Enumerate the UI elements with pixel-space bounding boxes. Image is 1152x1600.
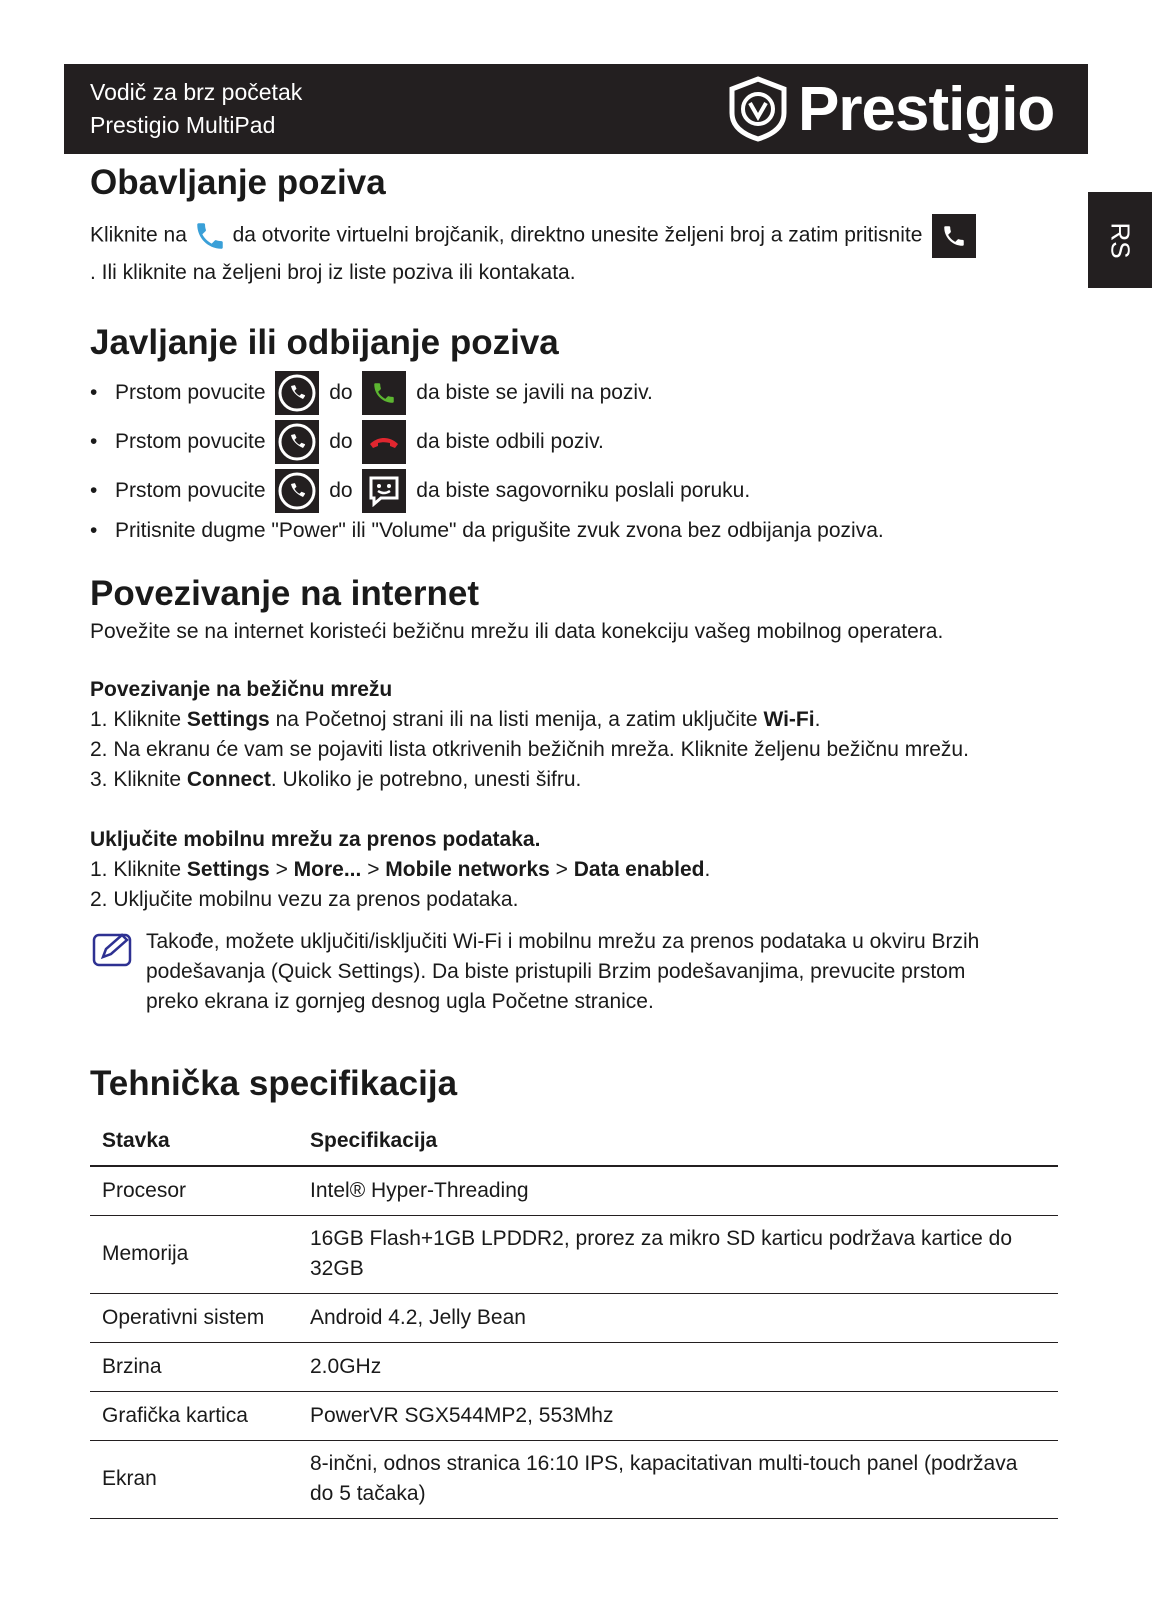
section-title-specs: Tehnička specifikacija: [90, 1064, 458, 1103]
product-name: Prestigio MultiPad: [90, 112, 276, 138]
answer-list: [90, 368, 1060, 547]
spec-value: Android 4.2, Jelly Bean: [298, 1293, 1058, 1342]
incoming-call-icon: [275, 469, 319, 513]
wifi-step-1: 1. Kliknite Settings na Početnoj strani ili na listi menija, a zatim uključite Wi-Fi.: [90, 708, 821, 731]
incoming-call-icon: [275, 420, 319, 464]
header-text: [90, 76, 302, 142]
language-tab: [1088, 192, 1152, 288]
shield-icon: [726, 76, 790, 142]
prestigio-logo: [726, 72, 1054, 146]
header-bar: [64, 64, 1088, 154]
wifi-step-3: 3. Kliknite Connect. Ukoliko je potrebno, unesti šifru.: [90, 768, 582, 791]
spec-value: Intel® Hyper-Threading: [298, 1166, 1058, 1215]
mobile-data-subheading: Uključite mobilnu mrežu za prenos podataka.: [90, 828, 541, 851]
mobile-step-1: 1. Kliknite Settings > More... > Mobile networks > Data enabled.: [90, 858, 711, 881]
list-item: • Pritisnite dugme "Power" ili "Volume" da prigušite zvuk zvona bez odbijanja poziva.: [90, 515, 1060, 547]
wifi-subheading: Povezivanje na bežičnu mrežu: [90, 678, 393, 701]
message-icon: [362, 469, 406, 513]
note-box: [90, 927, 1060, 1017]
calls-paragraph: Kliknite na da otvorite virtuelni brojčanik, direktno unesite željeni broj a zatim pritisnite . Ili kliknite na željeni broj iz liste poziva ili kontakata.: [90, 214, 1060, 288]
spec-value: 2.0GHz: [298, 1342, 1058, 1391]
spec-value: 8-inčni, odnos stranica 16:10 IPS, kapacitativan multi-touch panel (podržava do 5 tačaka): [298, 1440, 1058, 1518]
page-content: [90, 160, 1060, 1519]
decline-call-icon: [362, 420, 406, 464]
table-header-row: [90, 1117, 1058, 1166]
table-row: [90, 1293, 1058, 1342]
list-item: • Prstom povucite do da biste sagovorniku poslali poruku.: [90, 466, 1060, 515]
phone-dialer-icon: [193, 217, 227, 255]
call-button-icon: [932, 214, 976, 258]
spec-item: Procesor: [90, 1166, 298, 1215]
incoming-call-icon: [275, 371, 319, 415]
language-code: RS: [1105, 221, 1136, 259]
list-item: • Prstom povucite do da biste odbili poziv.: [90, 417, 1060, 466]
spec-item: Memorija: [90, 1215, 298, 1293]
mobile-step-2: 2. Uključite mobilnu vezu za prenos podataka.: [90, 888, 519, 911]
wifi-step-2: 2. Na ekranu će vam se pojaviti lista otkrivenih bežičnih mreža. Kliknite željenu bežičnu mrežu.: [90, 738, 969, 761]
answer-call-icon: [362, 371, 406, 415]
note-text: Takođe, možete uključiti/isključiti Wi-Fi i mobilnu mrežu za prenos podataka u okviru Brzih podešavanja (Quick Settings). Da biste pristupili Brzim podešavanjima, prevucite prstom preko ekrana iz gornjeg desnog ugla Početne stranice.: [146, 930, 980, 1013]
section-title-answer: Javljanje ili odbijanje poziva: [90, 323, 559, 362]
table-row: [90, 1391, 1058, 1440]
column-header: Specifikacija: [298, 1117, 1058, 1166]
table-row: [90, 1166, 1058, 1215]
section-title-internet: Povezivanje na internet: [90, 574, 480, 613]
spec-item: Ekran: [90, 1440, 298, 1518]
spec-table: [90, 1117, 1058, 1519]
guide-title: Vodič za brz početak: [90, 79, 303, 105]
list-item: • Prstom povucite do da biste se javili na poziv.: [90, 368, 1060, 417]
note-pencil-icon: [90, 929, 136, 969]
table-row: [90, 1215, 1058, 1293]
column-header: Stavka: [90, 1117, 298, 1166]
spec-item: Brzina: [90, 1342, 298, 1391]
table-row: [90, 1440, 1058, 1518]
section-title-calls: Obavljanje poziva: [90, 163, 386, 202]
logo-wordmark: Prestigio: [798, 74, 1055, 144]
spec-value: PowerVR SGX544MP2, 553Mhz: [298, 1391, 1058, 1440]
spec-item: Grafička kartica: [90, 1391, 298, 1440]
spec-item: Operativni sistem: [90, 1293, 298, 1342]
table-row: [90, 1342, 1058, 1391]
spec-value: 16GB Flash+1GB LPDDR2, prorez za mikro SD karticu podržava kartice do 32GB: [298, 1215, 1058, 1293]
internet-intro: Povežite se na internet koristeći bežičnu mrežu ili data konekciju vašeg mobilnog operatera.: [90, 620, 944, 643]
